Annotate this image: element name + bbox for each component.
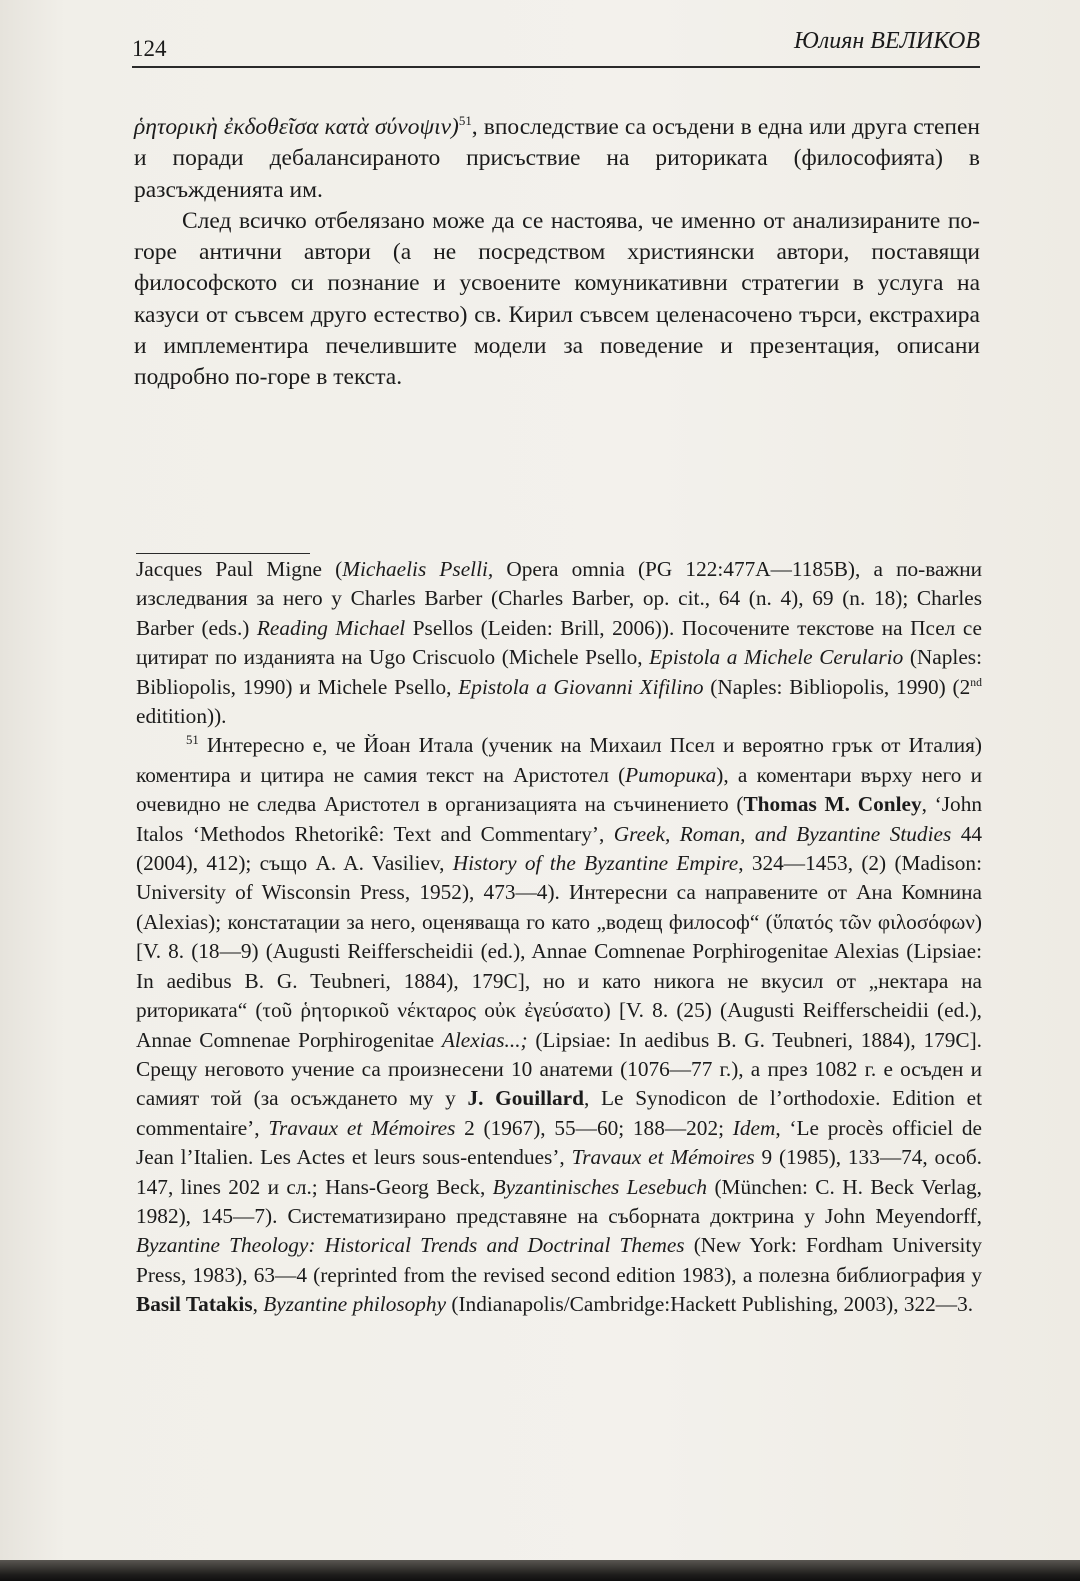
fn50-text: Psellos (Leiden: Brill, 2006)). Посочените текстове на Псел се цитират по изданията на Ugo Criscuolo (Michele Psello,	[136, 615, 982, 670]
fn50-italic: Michaelis Pselli,	[342, 557, 494, 581]
fn51-italic: Idem	[732, 1115, 776, 1140]
footnote-51	[136, 731, 982, 1319]
fn51-italic: Риторика	[625, 762, 717, 787]
fn51-text: 44 (2004), 412); също A. A. Vasiliev,	[136, 821, 982, 876]
fn51-text: 2 (1967), 55—60; 188—202;	[455, 1115, 733, 1140]
fn50-text: editition)).	[136, 704, 227, 729]
running-head-author: Юлиян ВЕЛИКОВ	[793, 28, 980, 54]
fn51-text: , ‘Le procès officiel de Jean l’Italien. Les Actes et leurs sous-entendues’,	[136, 1115, 982, 1170]
fn51-italic: Byzantinisches Lesebuch	[492, 1174, 708, 1199]
fn51-text: 9 (1985), 133—74, особ. 147, lines 202 и сл.; Hans-Georg Beck,	[136, 1145, 982, 1199]
fn51-text: ,	[252, 1292, 264, 1317]
footnote-50-continuation	[136, 555, 982, 731]
fn50-text: Jacques Paul Migne (	[136, 557, 343, 581]
fn51-bold: Basil Tatakis	[136, 1292, 253, 1317]
fn51-text: , ‘John Italos ‘Methodos Rhetorikê: Text and Commentary’,	[136, 792, 982, 846]
fn51-text: , Le Synodicon de l’orthodoxie. Edition et commentaire’,	[136, 1086, 982, 1140]
paragraph-2: След всичко отбелязано може да се настоява, че именно от анализираните по-горе антични автори (а не посредством християнски автори, поставящи философското си познание и усвоените комуникативни стратегии в услуга на казуси от съвсем друго естество) св. Кирил съвсем целенасочено търси, екстрахира и имплементира печелившите модели за поведение и презентация, описани подробно по-горе в текста.	[134, 207, 980, 391]
fn51-italic: Byzantine Theology: Historical Trends and Doctrinal Themes	[136, 1233, 685, 1258]
fn51-bold: J. Gouillard	[467, 1086, 584, 1111]
fn50-text: (Naples: Bibliopolis, 1990) (2	[703, 674, 971, 699]
fn50-ordinal: nd	[970, 675, 982, 689]
fn51-text: , 324—1453, (2) (Madison: University of Wisconsin Press, 1952), 473—4). Интересни са направените от Ана Комнина (Alexias); констатации за него, оценяваща го като „водещ философ“ (ὕπατός τῶν φιλοσόφων) [V. 8. (18—9) (Augusti Reifferscheidii (ed.), Annae Comnenae Porphirogenitae Alexias (Lipsiae: In aedibus B. G. Teubneri, 1884), 179C], но и като никога не вкусил от „нектара на риториката“ (τοῦ ῥητορικοῦ νέκταρος οὐκ ἐγεύσατο) [V. 8. (25) (Augusti Reifferscheidii (ed.), Annae Comnenae Porphirogenitae	[136, 851, 982, 1052]
header-rule	[132, 66, 980, 68]
greek-quote: ῥητορικὴ ἐκδοθεῖσα κατὰ σύνοψιν)	[134, 114, 459, 140]
fn51-bold: Thomas M. Conley	[743, 792, 922, 817]
fn51-italic: Byzantine philosophy	[263, 1292, 447, 1317]
footnote-separator	[136, 553, 310, 554]
paragraph-1	[134, 112, 980, 206]
fn51-italic: History of the Byzantine Empire	[452, 851, 739, 876]
footnotes	[136, 555, 982, 1320]
fn51-text: (Lipsiae: In aedibus B. G. Teubneri, 1884), 179C]. Срещу неговото учение са произнесени 10 анатеми (1076—77 г.), а през 1082 г. е осъден и самият той (за осъждането му у	[136, 1027, 983, 1111]
footnote-ref-51: 51	[458, 113, 472, 129]
fn51-text: (New York: Fordham University Press, 1983), 63—4 (reprinted from the revised second edition 1983), а полезна библиография у	[136, 1233, 982, 1287]
footnote-51-number: 51	[186, 733, 199, 748]
fn51-italic: Alexias...;	[441, 1027, 528, 1052]
fn51-italic: Travaux et Mémoires	[268, 1115, 456, 1140]
fn51-text: (Indianapolis/Cambridge:Hackett Publishing, 2003), 322—3.	[446, 1292, 974, 1317]
fn51-text: Интересно е, че Йоан Итала (ученик на Михаил Псел и вероятно грък от Италия) коментира и цитира не самия текст на Аристотел (	[136, 733, 982, 787]
main-text	[134, 112, 980, 394]
fn50-italic: Epistola a Giovanni Xifilino	[458, 674, 704, 699]
page-header	[132, 22, 980, 70]
fn50-italic: Epistola a Michele Cerulario	[649, 645, 904, 670]
fn50-text: Opera omnia (PG 122:477A—1185B), а по-важни изследвания за него у Charles Barber (Charles Barber, op. cit., 64 (n. 4), 69 (n. 18); Charles Barber (eds.)	[136, 557, 982, 640]
page-number: 124	[132, 36, 167, 61]
paragraph-1-text: , впоследствие са осъдени в една или друга степен и поради дебалансираното присъствие на риториката (философията) в разсъжденията им.	[134, 114, 980, 203]
page-bottom-edge	[0, 1560, 1080, 1581]
fn50-italic: Reading Michael	[256, 615, 406, 640]
fn50-text: (Naples: Bibliopolis, 1990) и Michele Psello,	[136, 645, 982, 699]
fn51-text: (München: C. H. Beck Verlag, 1982), 145—7). Систематизирано представяне на съборната доктрина у John Meyendorff,	[136, 1174, 982, 1228]
fn51-text: ), а коментари върху него и очевидно не следва Аристотел в организацията на съчинението (	[136, 762, 982, 817]
fn51-italic: Travaux et Mémoires	[571, 1145, 755, 1170]
fn51-italic: Greek, Roman, and Byzantine Studies	[613, 821, 952, 846]
